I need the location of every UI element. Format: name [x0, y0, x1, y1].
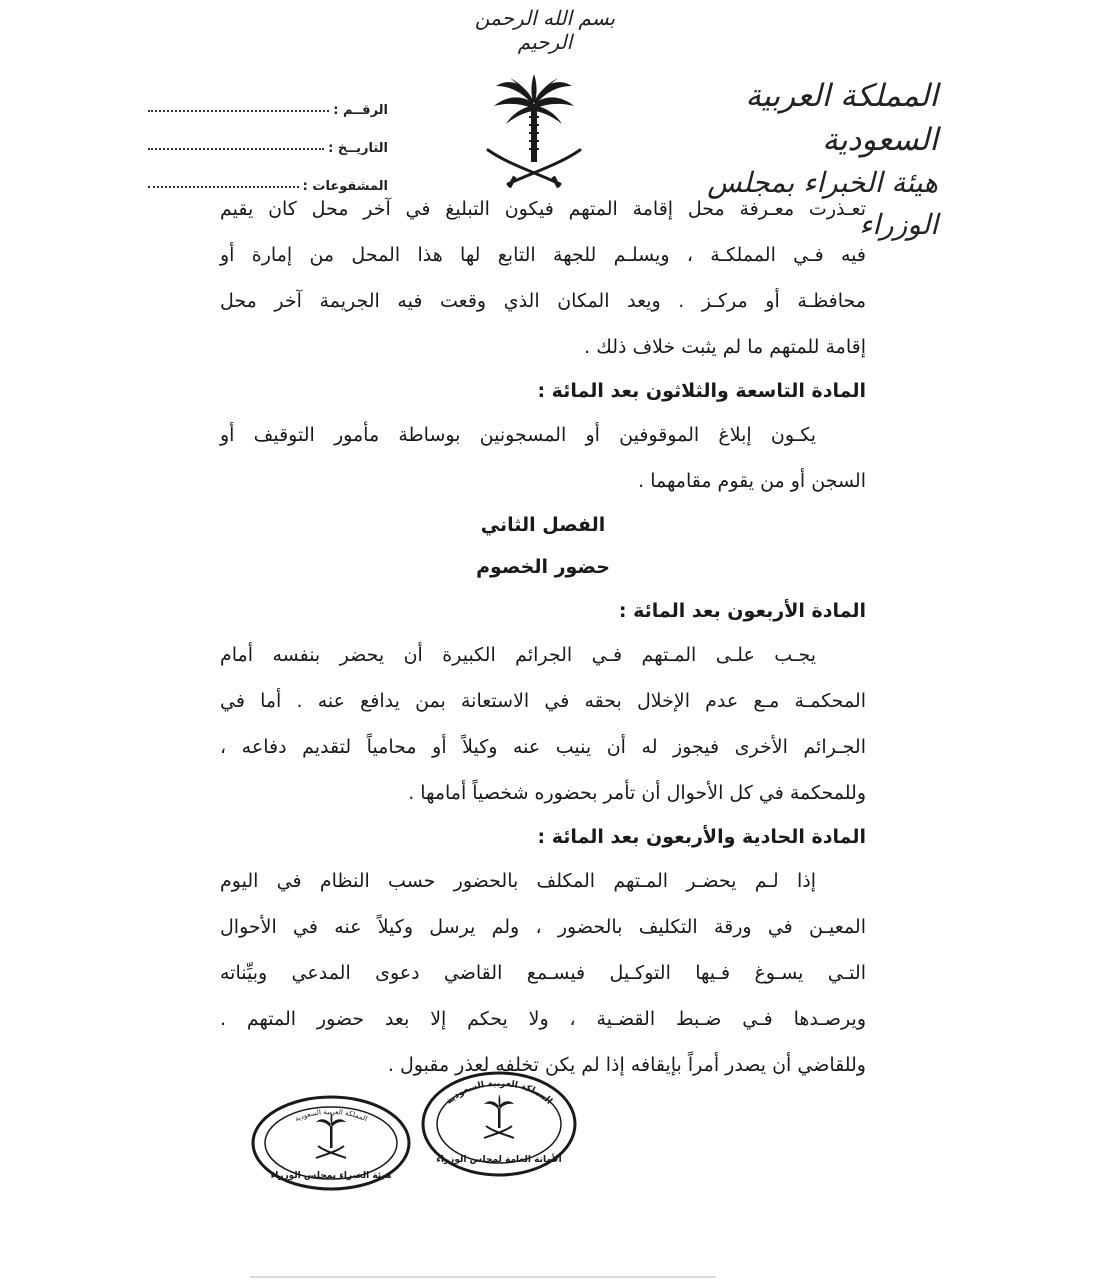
svg-text:الأمانة العامة لمجلس الوزراء: الأمانة العامة لمجلس الوزراء	[436, 1155, 562, 1165]
article-140-heading: المادة الأربعون بعد المائة :	[618, 600, 866, 622]
svg-text:المملكة العربية السعودية: المملكة العربية السعودية	[444, 1078, 554, 1107]
meta-number-dots	[148, 109, 329, 112]
paragraph-line: المحكمـة مـع عدم الإخلال بحقه في الاستعانة بمن يدافع عنه . أما في	[220, 690, 866, 712]
paragraph-line: ويرصـدها فـي ضـبط القضـية ، ولا يحكم إلا بعد حضور المتهم .	[220, 1008, 866, 1030]
article-141-text	[220, 858, 866, 1088]
svg-text:هيئة الخبراء بمجلس الوزراء: هيئة الخبراء بمجلس الوزراء	[270, 1171, 392, 1181]
paragraph-line: وللقاضي أن يصدر أمراً بإيقافه إذا لم يكن تخلفه لعذر مقبول .	[387, 1054, 866, 1076]
document-meta-fields	[148, 80, 388, 194]
chapter-subtitle: حضور الخصوم	[476, 556, 610, 578]
issuer-country: المملكة العربية السعودية	[745, 78, 938, 158]
chapter-title: الفصل الثاني	[480, 514, 606, 536]
meta-date-label: التاريــخ :	[328, 141, 388, 156]
paragraph-line: يجـب علـى المـتهم فـي الجرائم الكبيرة أن يحضر بنفسه أمام	[220, 644, 816, 666]
paragraph-intro	[220, 186, 866, 370]
article-139-text	[220, 412, 866, 504]
paragraph-line: وللمحكمة في كل الأحوال أن تأمر بحضوره شخصياً أمامها .	[408, 782, 866, 804]
page-bottom-rule	[250, 1276, 716, 1278]
paragraph-line: الجـرائم الأخرى فيجوز له أن ينيب عنه وكيلاً أو محامياً لتقديم دفاعه ،	[220, 736, 866, 758]
paragraph-line: المعيـن في ورقة التكليف بالحضور ، ولم يرسل وكيلاً عنه في الأحوال	[220, 916, 866, 938]
svg-text:المملكة العربية السعودية: المملكة العربية السعودية	[293, 1107, 369, 1124]
article-140-text	[220, 632, 866, 816]
meta-attachments-label: المشفوعات :	[302, 179, 388, 194]
meta-number-row	[148, 80, 388, 118]
paragraph-line: يكـون إبلاغ الموقوفين أو المسجونين بوساطة مأمور التوقيف أو	[220, 424, 816, 446]
paragraph-line: إقامة للمتهم ما لم يثبت خلاف ذلك .	[584, 336, 866, 358]
article-139-heading: المادة التاسعة والثلاثون بعد المائة :	[537, 380, 866, 402]
issuer-authority: هيئة الخبراء بمجلس الوزراء	[707, 166, 938, 241]
paragraph-line: إذا لـم يحضـر المـتهم المكلف بالحضور حسب النظام في اليوم	[220, 870, 816, 892]
paragraph-line: تعـذرت معـرفة محل إقامة المتهم فيكون التبليغ في آخر محل كان يقيم	[220, 198, 866, 220]
meta-date-dots	[148, 147, 324, 150]
paragraph-line: محافظـة أو مركـز . ويعد المكان الذي وقعت فيه الجريمة آخر محل	[220, 290, 866, 312]
document-body	[220, 186, 866, 1088]
seal-general-secretariat-icon	[420, 1070, 578, 1178]
palm-swords-emblem-icon	[484, 72, 584, 192]
paragraph-line: فيه فـي المملكـة ، ويسلـم للجهة التابع لها هذا المحل من إمارة أو	[220, 244, 866, 266]
meta-date-row	[148, 118, 388, 156]
paragraph-line: السجن أو من يقوم مقامهما .	[638, 470, 866, 492]
article-141-heading: المادة الحادية والأربعون بعد المائة :	[537, 826, 866, 848]
basmala: بسم الله الرحمن الرحيم	[474, 6, 616, 54]
meta-number-label: الرقــم :	[333, 103, 388, 118]
paragraph-line: التـي يسـوغ فـيها التوكـيل فيسـمع القاضي دعوى المدعي وبيِّناته	[220, 962, 866, 984]
seal-experts-commission-icon	[250, 1094, 412, 1192]
